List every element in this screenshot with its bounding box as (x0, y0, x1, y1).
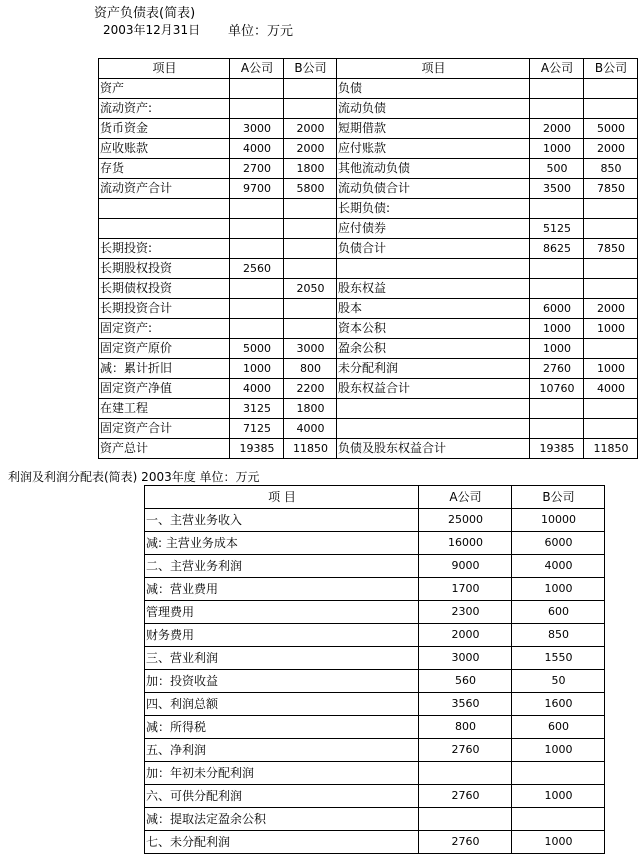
column-header: A公司 (230, 59, 284, 79)
value-cell: 16000 (419, 532, 512, 555)
value-cell: 4000 (512, 555, 605, 578)
item-cell (99, 219, 230, 239)
value-cell (584, 339, 638, 359)
value-cell: 3000 (419, 647, 512, 670)
item-cell: 应付账款 (337, 139, 530, 159)
value-cell (584, 219, 638, 239)
value-cell: 1700 (419, 578, 512, 601)
table-row (99, 239, 638, 259)
value-cell (584, 399, 638, 419)
value-cell (530, 79, 584, 99)
value-cell: 600 (512, 601, 605, 624)
table-row (99, 359, 638, 379)
item-cell (337, 259, 530, 279)
table-row (145, 716, 605, 739)
value-cell: 3125 (230, 399, 284, 419)
item-cell: 负债合计 (337, 239, 530, 259)
item-cell: 负债 (337, 79, 530, 99)
table-row (99, 399, 638, 419)
table-row (99, 279, 638, 299)
table-row (99, 159, 638, 179)
item-cell: 固定资产: (99, 319, 230, 339)
value-cell: 50 (512, 670, 605, 693)
column-header: 项目 (337, 59, 530, 79)
value-cell: 2000 (419, 624, 512, 647)
value-cell: 850 (512, 624, 605, 647)
column-header: 项目 (99, 59, 230, 79)
item-cell: 其他流动负债 (337, 159, 530, 179)
item-cell: 在建工程 (99, 399, 230, 419)
value-cell (419, 762, 512, 785)
value-cell: 1000 (530, 319, 584, 339)
value-cell: 3500 (530, 179, 584, 199)
value-cell (530, 419, 584, 439)
item-cell: 四、利润总额 (145, 693, 419, 716)
value-cell: 7850 (584, 239, 638, 259)
value-cell (530, 99, 584, 119)
value-cell: 3000 (230, 119, 284, 139)
value-cell: 2000 (284, 139, 337, 159)
value-cell (230, 199, 284, 219)
item-cell: 盈余公积 (337, 339, 530, 359)
item-cell: 固定资产合计 (99, 419, 230, 439)
value-cell: 1800 (284, 399, 337, 419)
value-cell (584, 279, 638, 299)
value-cell (284, 319, 337, 339)
item-cell: 减：累计折旧 (99, 359, 230, 379)
item-cell: 减：提取法定盈余公积 (145, 808, 419, 831)
value-cell: 9000 (419, 555, 512, 578)
table-row (99, 439, 638, 459)
balance-sheet-date: 2003年12月31日 (103, 23, 201, 37)
value-cell (230, 79, 284, 99)
table-row (99, 299, 638, 319)
table-row (99, 219, 638, 239)
item-cell: 股东权益 (337, 279, 530, 299)
value-cell: 5125 (530, 219, 584, 239)
table-row (99, 199, 638, 219)
value-cell: 6000 (530, 299, 584, 319)
value-cell (230, 99, 284, 119)
table-row (99, 419, 638, 439)
item-cell: 减：营业费用 (145, 578, 419, 601)
value-cell (584, 259, 638, 279)
value-cell: 6000 (512, 532, 605, 555)
value-cell (584, 79, 638, 99)
value-cell (284, 219, 337, 239)
column-header: B公司 (284, 59, 337, 79)
item-cell: 货币资金 (99, 119, 230, 139)
item-cell: 二、主营业务利润 (145, 555, 419, 578)
table-row (145, 555, 605, 578)
item-cell: 负债及股东权益合计 (337, 439, 530, 459)
value-cell: 1000 (584, 359, 638, 379)
table-header-row (99, 59, 638, 79)
value-cell (284, 239, 337, 259)
item-cell: 固定资产原价 (99, 339, 230, 359)
value-cell (584, 419, 638, 439)
value-cell (230, 219, 284, 239)
value-cell: 11850 (584, 439, 638, 459)
table-row (99, 99, 638, 119)
item-cell: 三、营业利润 (145, 647, 419, 670)
item-cell: 流动资产: (99, 99, 230, 119)
value-cell (530, 259, 584, 279)
value-cell: 600 (512, 716, 605, 739)
item-cell: 长期投资合计 (99, 299, 230, 319)
value-cell (284, 259, 337, 279)
value-cell: 500 (530, 159, 584, 179)
value-cell (230, 319, 284, 339)
item-cell: 加：投资收益 (145, 670, 419, 693)
table-row (99, 379, 638, 399)
value-cell: 1000 (512, 578, 605, 601)
item-cell: 股东权益合计 (337, 379, 530, 399)
value-cell: 2700 (230, 159, 284, 179)
table-row (99, 119, 638, 139)
item-cell: 长期股权投资 (99, 259, 230, 279)
table-row (145, 670, 605, 693)
balance-sheet-unit: 单位：万元 (228, 24, 294, 39)
value-cell (512, 808, 605, 831)
value-cell (230, 279, 284, 299)
value-cell: 10000 (512, 509, 605, 532)
item-cell (99, 199, 230, 219)
item-cell: 固定资产净值 (99, 379, 230, 399)
value-cell: 2760 (530, 359, 584, 379)
value-cell: 4000 (284, 419, 337, 439)
value-cell: 11850 (284, 439, 337, 459)
value-cell: 25000 (419, 509, 512, 532)
value-cell: 1000 (530, 139, 584, 159)
value-cell (230, 239, 284, 259)
value-cell: 2560 (230, 259, 284, 279)
table-row (145, 532, 605, 555)
value-cell: 9700 (230, 179, 284, 199)
item-cell: 财务费用 (145, 624, 419, 647)
column-header: B公司 (512, 486, 605, 509)
item-cell: 减: 主营业务成本 (145, 532, 419, 555)
value-cell: 850 (584, 159, 638, 179)
table-row (145, 624, 605, 647)
column-header: 项 目 (145, 486, 419, 509)
table-row (145, 831, 605, 854)
value-cell: 4000 (230, 139, 284, 159)
value-cell: 2760 (419, 785, 512, 808)
value-cell: 1800 (284, 159, 337, 179)
item-cell: 流动负债 (337, 99, 530, 119)
value-cell: 10760 (530, 379, 584, 399)
item-cell: 七、未分配利润 (145, 831, 419, 854)
income-statement-title: 利润及利润分配表(简表) 2003年度 单位：万元 (8, 470, 260, 484)
value-cell: 1000 (230, 359, 284, 379)
value-cell: 19385 (230, 439, 284, 459)
income-statement-table (144, 485, 605, 854)
column-header: A公司 (419, 486, 512, 509)
value-cell (284, 79, 337, 99)
value-cell: 2000 (530, 119, 584, 139)
balance-sheet-title: 资产负债表(简表) (94, 6, 196, 21)
value-cell: 2300 (419, 601, 512, 624)
table-row (99, 319, 638, 339)
table-row (145, 785, 605, 808)
item-cell: 应付债券 (337, 219, 530, 239)
item-cell: 长期负债: (337, 199, 530, 219)
table-row (145, 762, 605, 785)
item-cell: 未分配利润 (337, 359, 530, 379)
value-cell: 2760 (419, 831, 512, 854)
table-row (145, 693, 605, 716)
table-row (145, 509, 605, 532)
item-cell: 长期债权投资 (99, 279, 230, 299)
balance-sheet-table (98, 58, 638, 459)
item-cell: 短期借款 (337, 119, 530, 139)
value-cell: 560 (419, 670, 512, 693)
value-cell: 800 (284, 359, 337, 379)
value-cell (419, 808, 512, 831)
value-cell: 19385 (530, 439, 584, 459)
value-cell (284, 199, 337, 219)
value-cell: 5000 (230, 339, 284, 359)
value-cell: 1550 (512, 647, 605, 670)
value-cell (584, 199, 638, 219)
value-cell: 3560 (419, 693, 512, 716)
column-header: A公司 (530, 59, 584, 79)
item-cell: 流动负债合计 (337, 179, 530, 199)
item-cell: 管理费用 (145, 601, 419, 624)
value-cell: 5000 (584, 119, 638, 139)
value-cell: 2000 (584, 299, 638, 319)
table-row (99, 79, 638, 99)
value-cell: 2200 (284, 379, 337, 399)
value-cell: 2050 (284, 279, 337, 299)
value-cell (584, 99, 638, 119)
item-cell: 流动资产合计 (99, 179, 230, 199)
item-cell: 资产 (99, 79, 230, 99)
table-row (145, 601, 605, 624)
value-cell: 2760 (419, 739, 512, 762)
value-cell (230, 299, 284, 319)
table-header-row (145, 486, 605, 509)
item-cell (337, 399, 530, 419)
value-cell: 3000 (284, 339, 337, 359)
item-cell: 一、主营业务收入 (145, 509, 419, 532)
table-row (99, 139, 638, 159)
table-row (145, 578, 605, 601)
value-cell: 1000 (512, 831, 605, 854)
value-cell: 5800 (284, 179, 337, 199)
item-cell: 资本公积 (337, 319, 530, 339)
value-cell: 1000 (584, 319, 638, 339)
value-cell: 4000 (230, 379, 284, 399)
item-cell: 资产总计 (99, 439, 230, 459)
value-cell: 2000 (584, 139, 638, 159)
value-cell: 4000 (584, 379, 638, 399)
table-row (145, 808, 605, 831)
value-cell: 8625 (530, 239, 584, 259)
value-cell: 7850 (584, 179, 638, 199)
value-cell: 1600 (512, 693, 605, 716)
item-cell: 加：年初未分配利润 (145, 762, 419, 785)
table-row (145, 739, 605, 762)
item-cell: 六、可供分配利润 (145, 785, 419, 808)
table-row (99, 259, 638, 279)
value-cell (284, 99, 337, 119)
value-cell: 1000 (512, 739, 605, 762)
value-cell: 800 (419, 716, 512, 739)
item-cell: 应收账款 (99, 139, 230, 159)
item-cell: 存货 (99, 159, 230, 179)
item-cell: 五、净利润 (145, 739, 419, 762)
value-cell (530, 399, 584, 419)
value-cell (284, 299, 337, 319)
item-cell: 长期投资: (99, 239, 230, 259)
value-cell: 1000 (512, 785, 605, 808)
value-cell: 2000 (284, 119, 337, 139)
column-header: B公司 (584, 59, 638, 79)
value-cell (512, 762, 605, 785)
value-cell: 7125 (230, 419, 284, 439)
value-cell: 1000 (530, 339, 584, 359)
item-cell: 减：所得税 (145, 716, 419, 739)
value-cell (530, 279, 584, 299)
table-row (99, 339, 638, 359)
item-cell: 股本 (337, 299, 530, 319)
value-cell (530, 199, 584, 219)
table-row (145, 647, 605, 670)
table-row (99, 179, 638, 199)
item-cell (337, 419, 530, 439)
